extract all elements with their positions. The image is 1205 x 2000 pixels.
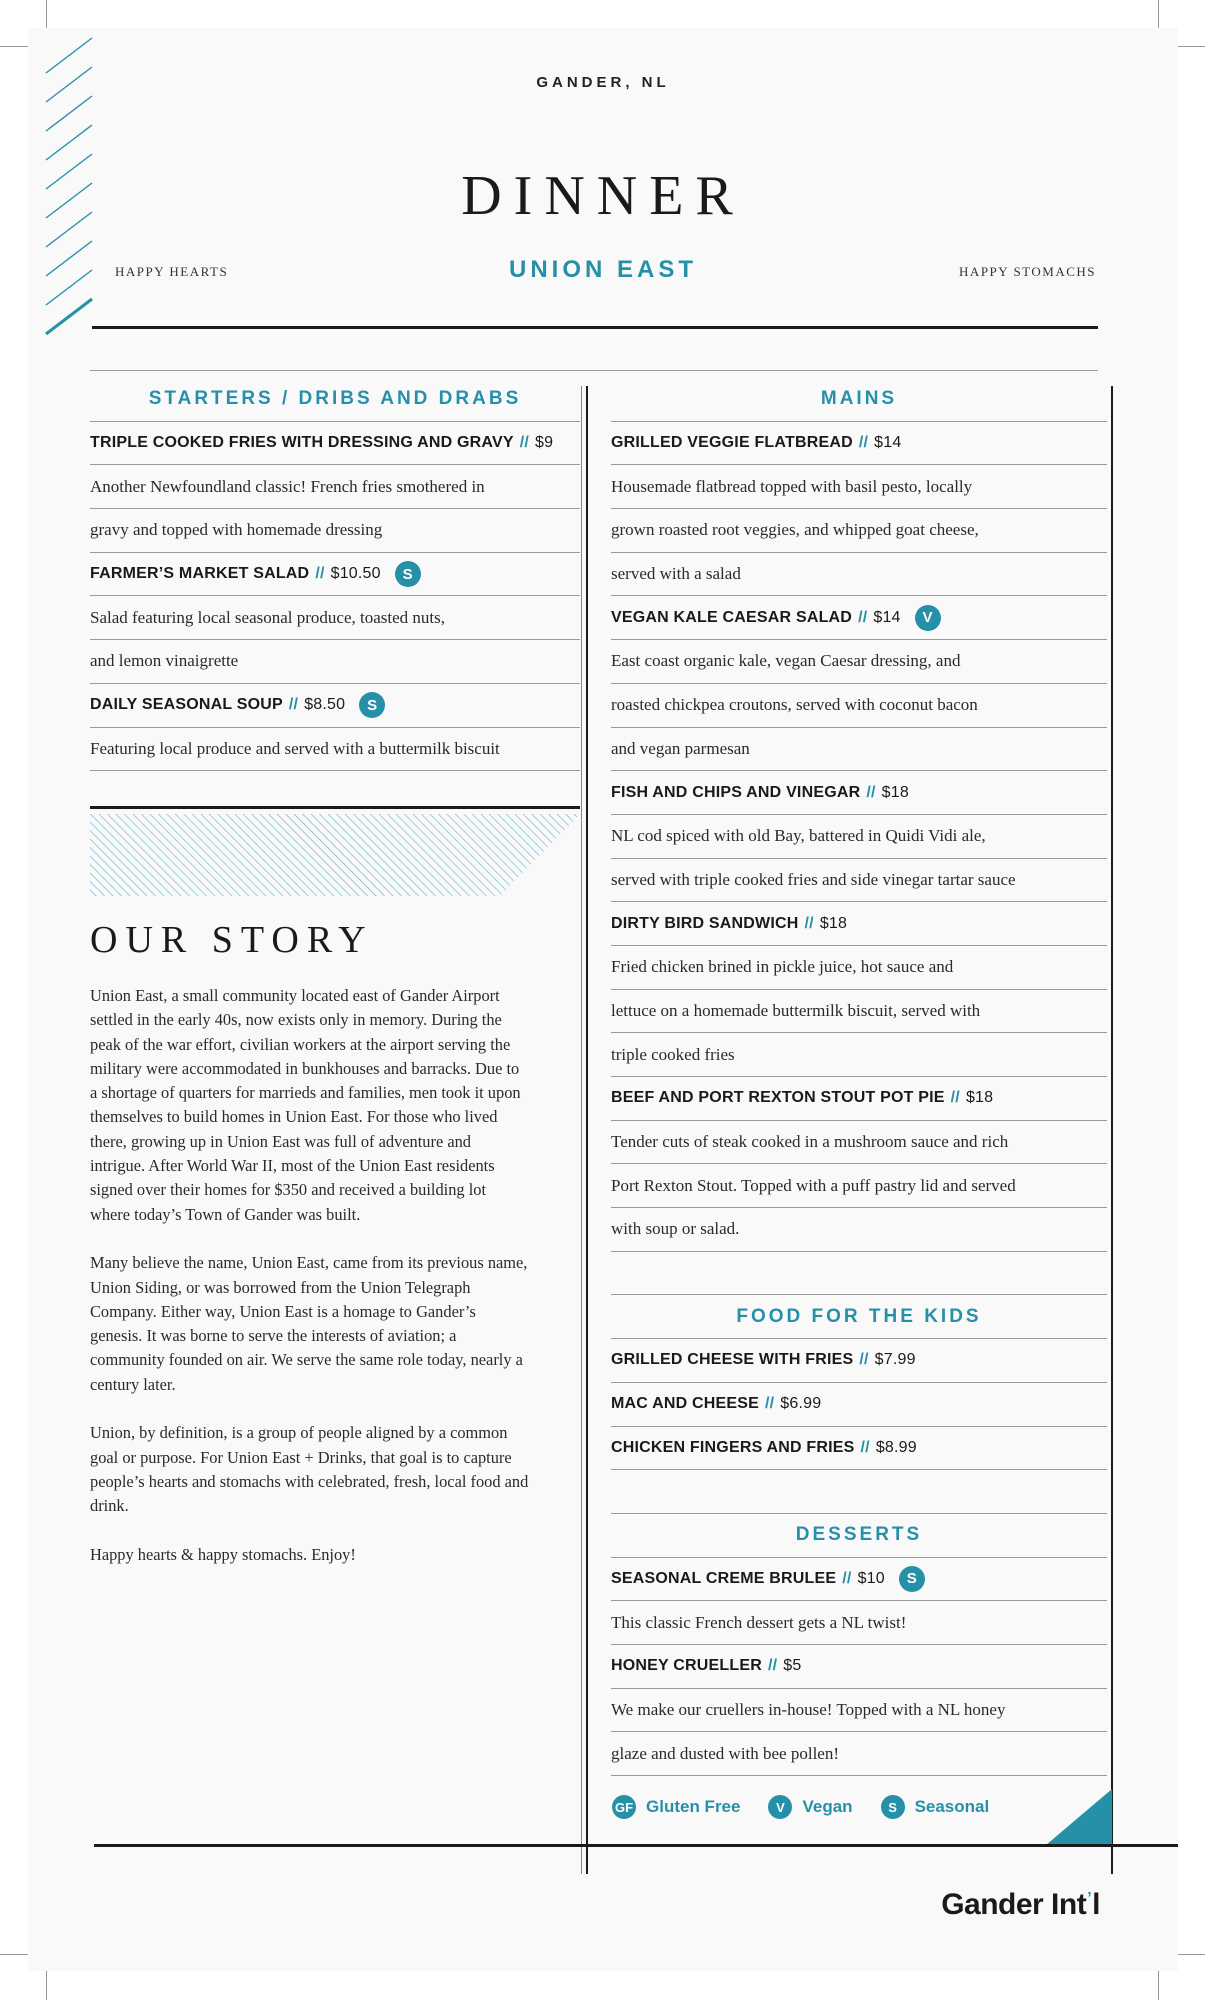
item-name: FISH AND CHIPS AND VINEGAR <box>611 783 861 801</box>
item-name: TRIPLE COOKED FRIES WITH DRESSING AND GRAVY <box>90 434 514 452</box>
hatch-band <box>90 814 580 896</box>
vegan-badge-icon: V <box>768 1795 792 1819</box>
logo-text: Gander Int <box>941 1888 1087 1921</box>
price-separator: // <box>767 1657 778 1675</box>
item-name: GRILLED VEGGIE FLATBREAD <box>611 434 853 452</box>
item-name: SEASONAL CREME BRULEE <box>611 1569 837 1587</box>
item-description: Another Newfoundland classic! French fries smothered in <box>90 465 580 509</box>
mains-heading: MAINS <box>611 378 1107 422</box>
seasonal-badge-icon: S <box>395 561 421 587</box>
legend-label: Seasonal <box>914 1797 990 1816</box>
legend-gluten-free <box>612 1795 740 1819</box>
menu-item <box>90 684 580 728</box>
item-description: lettuce on a homemade buttermilk biscuit, served with <box>611 990 1107 1034</box>
item-name: FARMER’S MARKET SALAD <box>90 565 310 583</box>
location-label: GANDER, NL <box>536 74 670 91</box>
column-divider <box>586 386 588 1874</box>
starters-heading: STARTERS / DRIBS AND DRABS <box>90 378 580 422</box>
column-divider <box>581 386 582 1874</box>
corner-triangle <box>1046 1789 1112 1845</box>
tagline-right: HAPPY STOMACHS <box>959 264 1096 279</box>
starters-section <box>90 378 580 771</box>
seasonal-badge-icon: S <box>359 692 385 718</box>
item-name: DIRTY BIRD SANDWICH <box>611 914 799 932</box>
item-description: We make our cruellers in-house! Topped with a NL honey <box>611 1689 1107 1733</box>
price-separator: // <box>765 1395 775 1413</box>
menu-item <box>611 1077 1107 1121</box>
menu-item <box>611 1383 1107 1427</box>
item-description: Tender cuts of steak cooked in a mushroom sauce and rich <box>611 1121 1107 1165</box>
item-description: triple cooked fries <box>611 1033 1107 1077</box>
menu-item <box>611 1339 1107 1383</box>
item-name: GRILLED CHEESE WITH FRIES <box>611 1351 854 1369</box>
gluten-free-badge-icon: GF <box>612 1795 636 1819</box>
vegan-badge-icon: V <box>915 605 941 631</box>
menu-item <box>611 1427 1107 1471</box>
menu-item <box>90 553 580 597</box>
item-price: $18 <box>881 783 909 801</box>
item-description: Featuring local produce and served with a buttermilk biscuit <box>90 728 580 772</box>
page-title: DINNER <box>461 165 745 227</box>
mains-section <box>611 378 1107 1776</box>
item-description: This classic French dessert gets a NL twist! <box>611 1601 1107 1645</box>
crop-mark <box>46 1968 47 2000</box>
seasonal-badge-icon: S <box>899 1566 925 1592</box>
price-separator: // <box>866 783 876 801</box>
price-separator: // <box>804 914 814 932</box>
item-price: $8.99 <box>875 1438 917 1456</box>
price-separator: // <box>315 565 325 583</box>
menu-item <box>611 771 1107 815</box>
story-paragraph: Happy hearts & happy stomachs. Enjoy! <box>90 1544 356 1564</box>
item-price: $18 <box>819 914 848 932</box>
story-paragraph: Union East, a small community located east of Gander Airport settled in the early 40s, now exists only in memory. During the peak of the war effort, civilian workers at the airport serving the military were accommodated in bunkhouses and barracks. Due to a shortage of quarters for marrieds and families, men took it upon themselves to build homes in Union East. For those who lived there, growing up in Union East was full of adventure and intrigue. After World War II, most of the Union East residents signed over their homes for $350 and received a building lot where today’s Town of Gander was built. <box>90 986 521 1224</box>
logo-text: l <box>1092 1888 1100 1921</box>
menu-item <box>611 1645 1107 1689</box>
item-description: Fried chicken brined in pickle juice, hot sauce and <box>611 946 1107 990</box>
legend-label: Gluten Free <box>646 1797 741 1816</box>
legend-vegan <box>768 1795 852 1819</box>
item-description: Port Rexton Stout. Topped with a puff pastry lid and served <box>611 1164 1107 1208</box>
item-name: BEEF AND PORT REXTON STOUT POT PIE <box>611 1089 945 1107</box>
spacer-row <box>611 1470 1107 1514</box>
item-description: glaze and dusted with bee pollen! <box>611 1732 1107 1776</box>
item-description: with soup or salad. <box>611 1208 1107 1252</box>
price-separator: // <box>859 1351 869 1369</box>
price-separator: // <box>858 608 868 626</box>
kids-heading: FOOD FOR THE KIDS <box>611 1295 1107 1339</box>
price-separator: // <box>288 696 299 714</box>
item-name: DAILY SEASONAL SOUP <box>90 696 283 714</box>
seasonal-badge-icon: S <box>881 1795 905 1819</box>
item-price: $6.99 <box>780 1395 822 1413</box>
menu-item <box>611 902 1107 946</box>
story-title: OUR STORY <box>90 919 374 961</box>
menu-item <box>611 422 1107 466</box>
menu-item <box>90 422 580 466</box>
price-separator: // <box>842 1569 852 1587</box>
story-paragraph: Union, by definition, is a group of people aligned by a common goal or purpose. For Union East + Drinks, that goal is to capture people’s hearts and stomachs with celebrated, fresh, local food and drink. <box>90 1423 529 1516</box>
item-price: $14 <box>874 434 902 452</box>
crop-mark <box>1158 1968 1159 2000</box>
item-name: MAC AND CHEESE <box>611 1395 759 1413</box>
footer-rule <box>94 1844 1178 1847</box>
item-description: grown roasted root veggies, and whipped goat cheese, <box>611 509 1107 553</box>
restaurant-name: UNION EAST <box>508 256 697 283</box>
dietary-legend <box>612 1795 989 1819</box>
price-separator: // <box>950 1089 960 1107</box>
price-separator: // <box>860 1438 870 1456</box>
item-price: $10.50 <box>330 565 381 583</box>
item-price: $8.50 <box>304 696 346 714</box>
story-body <box>90 984 530 1591</box>
item-description: East coast organic kale, vegan Caesar dressing, and <box>611 640 1107 684</box>
logo-mark: ’ <box>1087 1890 1092 1907</box>
menu-item <box>611 596 1107 640</box>
menu-page <box>28 28 1178 1971</box>
item-name: CHICKEN FINGERS AND FRIES <box>611 1438 855 1456</box>
item-price: $10 <box>857 1569 885 1587</box>
right-edge-rule <box>1111 386 1113 1874</box>
legend-label: Vegan <box>802 1797 853 1816</box>
price-separator: // <box>519 434 530 452</box>
tagline-left: HAPPY HEARTS <box>115 264 229 279</box>
item-description: Salad featuring local seasonal produce, toasted nuts, <box>90 596 580 640</box>
section-top-rule <box>90 370 1098 371</box>
item-price: $5 <box>783 1657 802 1675</box>
header-divider <box>92 326 1098 329</box>
item-description: and vegan parmesan <box>611 728 1107 772</box>
story-paragraph: Many believe the name, Union East, came from its previous name, Union Siding, or was borrowed from the Union Telegraph Company. Either way, Union East is a homage to Gander’s genesis. It was borne to serve the interests of aviation; a community founded on air. We serve the same role today, nearly a century later. <box>90 1253 528 1394</box>
item-description: and lemon vinaigrette <box>90 640 580 684</box>
item-description: served with a salad <box>611 553 1107 597</box>
item-price: $7.99 <box>874 1351 916 1369</box>
item-name: HONEY CRUELLER <box>611 1657 762 1675</box>
spacer-row <box>611 1252 1107 1296</box>
item-description: served with triple cooked fries and side vinegar tartar sauce <box>611 859 1107 903</box>
item-description: NL cod spiced with old Bay, battered in Quidi Vidi ale, <box>611 815 1107 859</box>
story-divider <box>90 806 580 809</box>
price-separator: // <box>858 434 869 452</box>
menu-item <box>611 1558 1107 1602</box>
item-description: gravy and topped with homemade dressing <box>90 509 580 553</box>
item-description: roasted chickpea croutons, served with coconut bacon <box>611 684 1107 728</box>
legend-seasonal <box>881 1795 990 1819</box>
gander-intl-logo <box>941 1888 1100 1922</box>
item-price: $14 <box>873 608 901 626</box>
desserts-heading: DESSERTS <box>611 1514 1107 1558</box>
item-price: $18 <box>965 1089 994 1107</box>
item-name: VEGAN KALE CAESAR SALAD <box>611 608 853 626</box>
item-price: $9 <box>535 434 554 452</box>
item-description: Housemade flatbread topped with basil pesto, locally <box>611 465 1107 509</box>
